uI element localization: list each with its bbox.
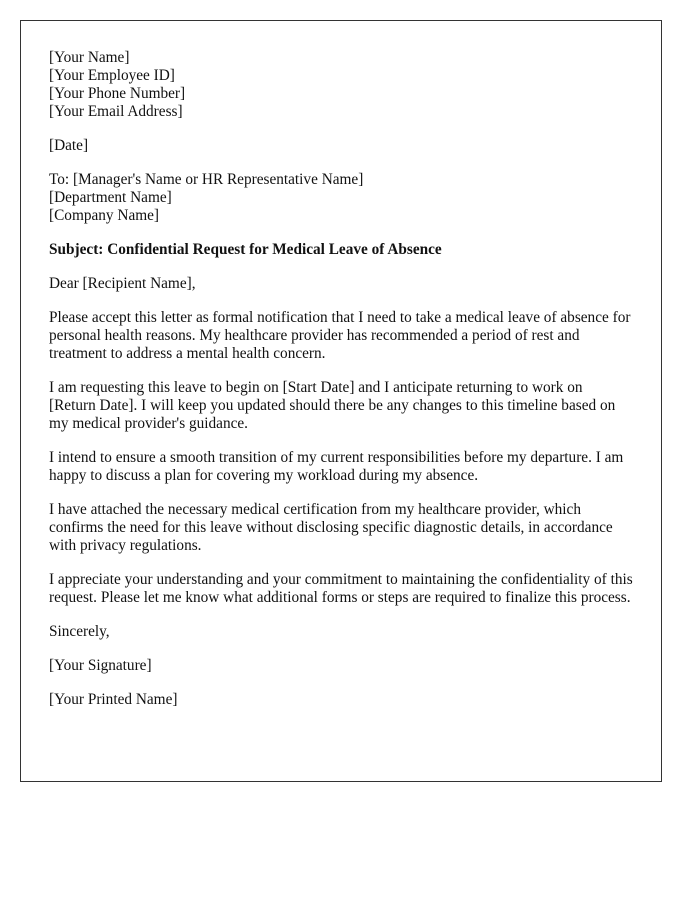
sender-email: [Your Email Address] <box>49 103 183 120</box>
recipient-block <box>49 171 633 225</box>
signature: [Your Signature] <box>49 657 152 674</box>
letter-date: [Date] <box>49 137 89 154</box>
body-paragraph: I intend to ensure a smooth transition of my current responsibilities before my departure. I am happy to discuss a plan for covering my workload during my absence. <box>49 449 624 484</box>
recipient-company: [Company Name] <box>49 207 160 224</box>
recipient-to: To: [Manager's Name or HR Representative Name] <box>49 171 364 188</box>
body-paragraph: I have attached the necessary medical certification from my healthcare provider, which confirms the need for this leave without disclosing specific diagnostic details, in accordance with privacy regulations. <box>49 501 613 554</box>
letter <box>20 20 662 782</box>
printed-name: [Your Printed Name] <box>49 691 178 708</box>
sender-phone: [Your Phone Number] <box>49 85 186 102</box>
sender-block <box>49 49 633 121</box>
subject-line: Subject: Confidential Request for Medical Leave of Absence <box>49 241 442 258</box>
body-paragraph: I am requesting this leave to begin on [Start Date] and I anticipate returning to work on [Return Date]. I will keep you updated should there be any changes to this timeline based on my medical provider's guidance. <box>49 379 616 432</box>
body-paragraph: Please accept this letter as formal notification that I need to take a medical leave of absence for personal health reasons. My healthcare provider has recommended a period of rest and treatment to address a mental health concern. <box>49 309 631 362</box>
closing: Sincerely, <box>49 623 110 640</box>
recipient-department: [Department Name] <box>49 189 172 206</box>
sender-employee-id: [Your Employee ID] <box>49 67 175 84</box>
body-paragraph: I appreciate your understanding and your commitment to maintaining the confidentiality of this request. Please let me know what additional forms or steps are required to finalize this process. <box>49 571 633 606</box>
sender-name: [Your Name] <box>49 49 130 66</box>
salutation: Dear [Recipient Name], <box>49 275 196 292</box>
